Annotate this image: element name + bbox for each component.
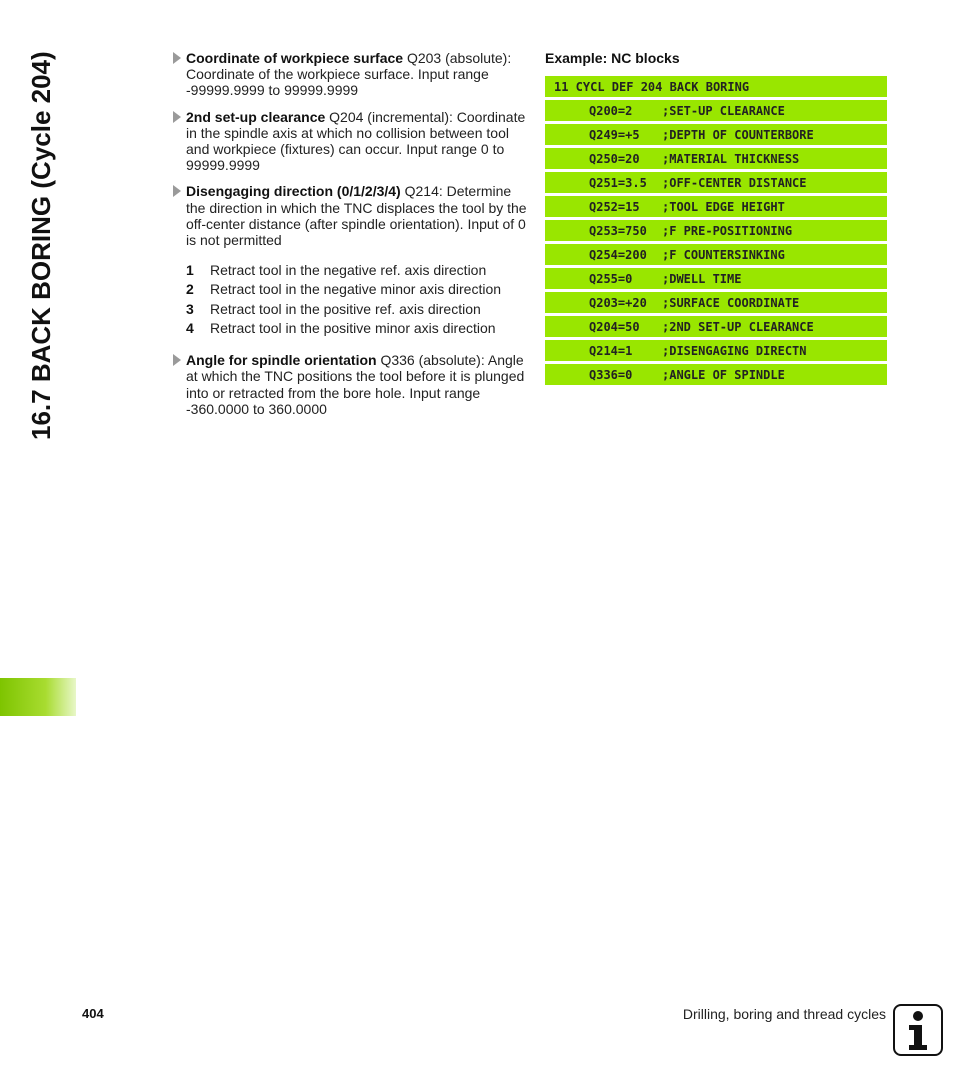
nc-block — [545, 292, 887, 313]
direction-options-list — [172, 260, 528, 338]
nc-block-cycl-def — [545, 76, 887, 97]
section-title-vertical — [14, 40, 70, 440]
param-name: Angle for spindle orientation — [186, 352, 377, 369]
param-name: 2nd set-up clearance — [186, 108, 326, 125]
list-item — [186, 260, 528, 280]
nc-address: Q214=1 — [589, 343, 633, 358]
nc-address: Q250=20 — [589, 151, 640, 166]
nc-address: Q203=+20 — [589, 295, 647, 310]
param-name: Disengaging direction (0/1/2/3/4) — [186, 183, 401, 200]
nc-comment: ;F PRE-POSITIONING — [662, 223, 793, 238]
chapter-name: Drilling, boring and thread cycles — [682, 1006, 886, 1022]
nc-address: Q254=200 — [589, 247, 647, 262]
nc-address: Q252=15 — [589, 199, 640, 214]
option-number: 3 — [186, 300, 194, 317]
nc-comment: ;SET-UP CLEARANCE — [662, 103, 785, 118]
chapter-side-tab — [0, 678, 76, 716]
info-glyph — [901, 1008, 935, 1052]
nc-address: Q204=50 — [589, 319, 640, 334]
list-item — [186, 319, 528, 339]
nc-address: Q336=0 — [589, 367, 633, 382]
triangle-bullet-icon — [173, 52, 181, 64]
info-icon — [893, 1004, 943, 1056]
option-number: 4 — [186, 320, 194, 337]
example-heading: Example: NC blocks — [545, 50, 680, 66]
triangle-bullet-icon — [173, 111, 181, 123]
param-text: Q336 (absolute): Angle at which the TNC positions the tool before it is plunged into or retracted from the bore hole. Input range -360.0000 to 360.0000 — [186, 352, 525, 417]
nc-block — [545, 196, 887, 217]
nc-comment: ;SURFACE COORDINATE — [662, 295, 800, 310]
nc-comment: ;TOOL EDGE HEIGHT — [662, 199, 785, 214]
nc-block — [545, 100, 887, 121]
nc-block — [545, 124, 887, 145]
nc-comment: ;DWELL TIME — [662, 271, 742, 286]
nc-comment: ;OFF-CENTER DISTANCE — [662, 175, 807, 190]
nc-example — [545, 50, 887, 388]
nc-address: Q251=3.5 — [589, 175, 647, 190]
nc-address: Q253=750 — [589, 223, 647, 238]
list-item — [186, 280, 528, 300]
triangle-bullet-icon — [173, 185, 181, 197]
nc-block — [545, 244, 887, 265]
nc-block — [545, 148, 887, 169]
nc-block — [545, 340, 887, 361]
nc-block — [545, 316, 887, 337]
param-text: Q204 (incremental): Coordinate in the spindle axis at which no collision between tool and workpiece (fixtures) can occur. Input range 0 to 99999.9999 — [186, 108, 526, 174]
nc-address: Q200=2 — [589, 103, 633, 118]
nc-comment: ;2ND SET-UP CLEARANCE — [662, 319, 814, 334]
nc-comment: ;DISENGAGING DIRECTN — [662, 343, 807, 358]
nc-comment: ;F COUNTERSINKING — [662, 247, 785, 262]
nc-block — [545, 172, 887, 193]
param-workpiece-surface — [172, 50, 528, 99]
param-setup-clearance — [172, 109, 528, 174]
page-number: 404 — [82, 1006, 104, 1021]
list-item — [186, 299, 528, 319]
section-title: 16.7 BACK BORING (Cycle 204) — [26, 51, 56, 440]
nc-comment: ;DEPTH OF COUNTERBORE — [662, 127, 814, 142]
nc-text: 11 CYCL DEF 204 BACK BORING — [554, 79, 750, 94]
nc-comment: ;MATERIAL THICKNESS — [662, 151, 800, 166]
param-text: Q203 (absolute): Coordinate of the workpiece surface. Input range -99999.9999 to 99999.9999 — [186, 50, 512, 99]
nc-block — [545, 268, 887, 289]
param-disengaging-direction — [172, 183, 528, 248]
param-name: Coordinate of workpiece surface — [186, 50, 404, 66]
nc-block — [545, 364, 887, 385]
param-spindle-orientation — [172, 352, 528, 417]
option-number: 1 — [186, 261, 194, 278]
param-text: Q214: Determine the direction in which the TNC displaces the tool by the off-center distance (after spindle orientation). Input of 0 is not permitted — [186, 183, 527, 249]
nc-address: Q249=+5 — [589, 127, 640, 142]
option-number: 2 — [186, 281, 194, 298]
option-text: Retract tool in the negative ref. axis direction — [210, 261, 487, 278]
option-text: Retract tool in the positive ref. axis direction — [210, 300, 481, 317]
triangle-bullet-icon — [173, 354, 181, 366]
option-text: Retract tool in the positive minor axis direction — [210, 320, 496, 337]
nc-block — [545, 220, 887, 241]
nc-comment: ;ANGLE OF SPINDLE — [662, 367, 785, 382]
option-text: Retract tool in the negative minor axis direction — [210, 281, 502, 298]
nc-address: Q255=0 — [589, 271, 633, 286]
parameter-descriptions — [172, 50, 528, 427]
